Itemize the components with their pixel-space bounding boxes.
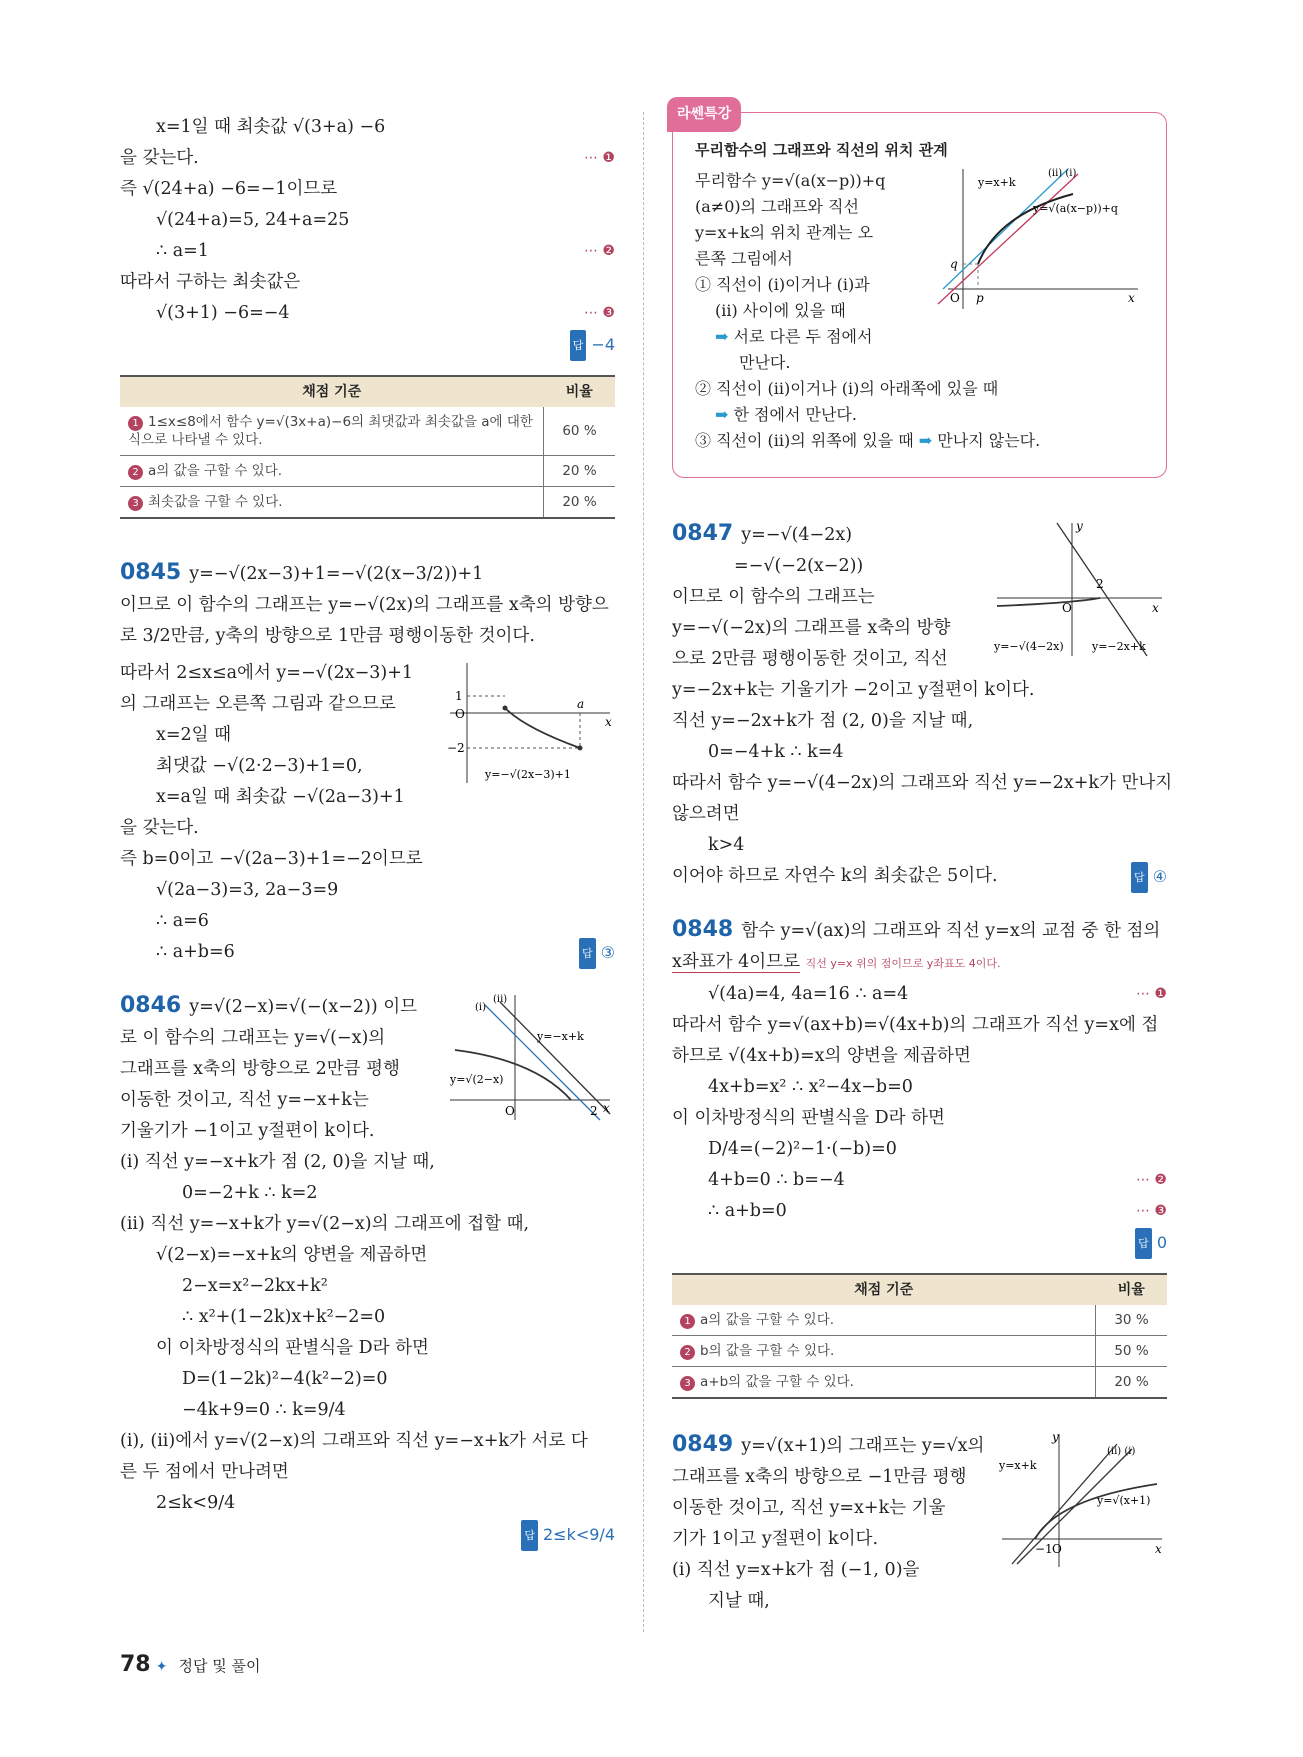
text-line: x=1일 때 최솟값 √(3+a) −6 (156, 117, 386, 137)
svg-text:p: p (976, 291, 984, 305)
text-line: =−√(−2(x−2)) (734, 556, 864, 576)
svg-text:y=√(x+1): y=√(x+1) (1097, 1494, 1151, 1507)
graph-0849 (997, 1429, 1167, 1569)
text-line: −4k+9=0 ∴ k=9/4 (182, 1400, 346, 1420)
right-column (672, 106, 1173, 1617)
svg-text:(i): (i) (475, 1002, 487, 1013)
answer-icon: 답 (1131, 862, 1148, 893)
text-line: ∴ a=6 (156, 911, 209, 931)
arrow-icon: ➡ (715, 405, 734, 424)
text-line: 이 이차방정식의 판별식을 D라 하면 (672, 1108, 945, 1128)
text-line: 따라서 2≤x≤a에서 y=−√(2x−3)+1 (120, 663, 414, 683)
svg-text:y=√(a(x−p))+q: y=√(a(x−p))+q (1033, 202, 1118, 215)
grading-table: 채점 기준 비율 1 1≤x≤8에서 함수 y=√(3x+a)−6의 최댓값과 최솟값을 a에 대한 식으로 나타낼 수 있다. 60 % 2 a의 값을 구할 수 있다. 20 % 3 최솟값을 구할 수 있다. 20 % (120, 375, 615, 519)
svg-text:−1: −1 (1035, 1542, 1053, 1556)
answer: 답 0 (672, 1227, 1167, 1259)
table-row: 1 1≤x≤8에서 함수 y=√(3x+a)−6의 최댓값과 최솟값을 a에 대한 식으로 나타낼 수 있다. 60 % (120, 407, 615, 456)
svg-text:y=−√(2x−3)+1: y=−√(2x−3)+1 (485, 768, 571, 781)
text-line: 2−x=x²−2kx+k² (182, 1276, 328, 1296)
table-row: 2 a의 값을 구할 수 있다. 20 % (120, 456, 615, 487)
page-footer (120, 1652, 261, 1677)
svg-text:q: q (950, 257, 958, 271)
graph-0845 (445, 658, 615, 788)
svg-text:y: y (1052, 1430, 1059, 1444)
text-line: ∴ x²+(1−2k)x+k²−2=0 (182, 1307, 386, 1327)
text-line: 로 이 함수의 그래프는 y=√(−x)의 (120, 1028, 386, 1048)
text-line: (ii) 사이에 있을 때 (715, 301, 846, 320)
lecture-graph (928, 164, 1148, 314)
svg-text:y=−x+k: y=−x+k (537, 1030, 584, 1043)
text-line: 따라서 함수 y=−√(4−2x)의 그래프와 직선 y=−2x+k가 만나지 (672, 773, 1173, 793)
text-line: √(2a−3)=3, 2a−3=9 (156, 880, 339, 900)
text-line: ② 직선이 (ii)이거나 (i)의 아래쪽에 있을 때 (695, 379, 999, 398)
table-row: 1 a의 값을 구할 수 있다. 30 % (672, 1305, 1167, 1336)
text-line: 이므로 이 함수의 그래프는 (672, 587, 875, 607)
svg-text:O: O (455, 707, 465, 721)
text-line: x=a일 때 최솟값 −√(2a−3)+1 (156, 787, 405, 807)
text-line: 0=−2+k ∴ k=2 (182, 1183, 318, 1203)
text-line: 따라서 구하는 최솟값은 (120, 272, 301, 292)
text-line: x좌표가 4이므로 (672, 952, 800, 972)
problem-0846-head: 0846 y=√(2−x)=√(−(x−2)) 이므 (120, 993, 418, 1018)
text-line: 따라서 함수 y=√(ax+b)=√(4x+b)의 그래프가 직선 y=x에 접 (672, 1015, 1159, 1035)
text-line: 이 이차방정식의 판별식을 D라 하면 (156, 1338, 429, 1358)
problem-0847-head: 0847 y=−√(4−2x) (672, 521, 853, 546)
text-line: 서로 다른 두 점에서 (733, 327, 873, 346)
table-row: 3 a+b의 값을 구할 수 있다. 20 % (672, 1367, 1167, 1399)
svg-text:(ii): (ii) (493, 994, 508, 1005)
answer-icon: 답 (521, 1520, 538, 1551)
text-line: 을 갖는다. (120, 818, 199, 838)
text-line: √(2−x)=−x+k의 양변을 제곱하면 (156, 1245, 428, 1265)
text-line: D=(1−2k)²−4(k²−2)=0 (182, 1369, 388, 1389)
svg-text:y=−2x+k: y=−2x+k (1092, 640, 1146, 653)
step-marker-2: ⋯ ❷ (583, 243, 615, 259)
footer-label: 정답 및 풀이 (178, 1657, 261, 1675)
svg-text:2: 2 (1096, 577, 1104, 591)
svg-text:O: O (1052, 1542, 1062, 1556)
text-line: 을 갖는다. (120, 148, 199, 168)
text-line: 직선 y=−2x+k가 점 (2, 0)을 지날 때, (672, 711, 974, 731)
text-line: 한 점에서 만난다. (733, 405, 857, 424)
table-row: 2 b의 값을 구할 수 있다. 50 % (672, 1336, 1167, 1367)
text-line: ③ 직선이 (ii)의 위쪽에 있을 때 (695, 431, 914, 450)
svg-text:O: O (1062, 601, 1072, 615)
answer-icon: 답 (570, 330, 587, 361)
text-line: 4+b=0 ∴ b=−4 (708, 1170, 845, 1190)
text-line: 이동한 것이고, 직선 y=x+k는 기울 (672, 1498, 946, 1518)
svg-text:x: x (1155, 1542, 1162, 1556)
svg-text:x: x (1152, 601, 1159, 615)
svg-text:x: x (1128, 291, 1135, 305)
text-line: y=−2x+k는 기울기가 −2이고 y절편이 k이다. (672, 680, 1035, 700)
answer: 답 ④ (1131, 861, 1167, 893)
text-line: (i) 직선 y=−x+k가 점 (2, 0)을 지날 때, (120, 1152, 435, 1172)
svg-text:−2: −2 (447, 741, 465, 755)
text-line: 하므로 √(4x+b)=x의 양변을 제곱하면 (672, 1046, 971, 1066)
text-line: 최댓값 −√(2·2−3)+1=0, (156, 756, 363, 776)
text-line: √(4a)=4, 4a=16 ∴ a=4 (708, 984, 909, 1004)
svg-text:(ii) (i): (ii) (i) (1107, 1446, 1136, 1457)
step-marker-3: ⋯ ❸ (583, 305, 615, 321)
svg-text:O: O (950, 291, 960, 305)
text-line: 이므로 이 함수의 그래프는 y=−√(2x)의 그래프를 x축의 방향으 (120, 595, 609, 615)
text-line: (i) 직선 y=x+k가 점 (−1, 0)을 (672, 1560, 920, 1580)
grading-table: 채점 기준 비율 1 a의 값을 구할 수 있다. 30 % 2 b의 값을 구할 수 있다. 50 % 3 a+b의 값을 구할 수 있다. 20 % (672, 1273, 1167, 1399)
step-marker-3: ⋯ ❸ (1135, 1203, 1167, 1219)
svg-text:x: x (605, 715, 612, 729)
text-line: 즉 b=0이고 −√(2a−3)+1=−2이므로 (120, 849, 423, 869)
arrow-icon: ➡ (715, 327, 734, 346)
answer: 답 −4 (120, 329, 615, 361)
text-line: 로 3/2만큼, y축의 방향으로 1만큼 평행이동한 것이다. (120, 626, 535, 646)
text-line: √(24+a)=5, 24+a=25 (156, 210, 350, 230)
step-marker-2: ⋯ ❷ (1135, 1172, 1167, 1188)
text-line: ① 직선이 (i)이거나 (i)과 (695, 275, 870, 294)
problem-0848-head: 0848 함수 y=√(ax)의 그래프와 직선 y=x의 교점 중 한 점의 (672, 917, 1161, 942)
text-line: ∴ a=1 (156, 241, 209, 261)
text-line: y=x+k의 위치 관계는 오 (695, 223, 874, 242)
svg-text:(ii) (i): (ii) (i) (1048, 168, 1077, 179)
text-line: 기울기가 −1이고 y절편이 k이다. (120, 1121, 375, 1141)
text-line: 른쪽 그림에서 (695, 249, 793, 268)
note: 직선 y=x 위의 점이므로 y좌표도 4이다. (805, 957, 1001, 970)
text-line: 의 그래프는 오른쪽 그림과 같으므로 (120, 694, 396, 714)
text-line: 른 두 점에서 만나려면 (120, 1462, 289, 1482)
text-line: 무리함수 y=√(a(x−p))+q (695, 171, 886, 190)
text-line: 지날 때, (708, 1591, 770, 1611)
page-number: 78 (120, 1652, 151, 1677)
text-line: 이어야 하므로 자연수 k의 최솟값은 5이다. (672, 866, 998, 886)
graph-0846 (445, 990, 615, 1125)
svg-text:1: 1 (455, 689, 463, 703)
text-line: (ii) 직선 y=−x+k가 y=√(2−x)의 그래프에 접할 때, (120, 1214, 530, 1234)
left-column (120, 112, 615, 1551)
svg-text:y=√(2−x): y=√(2−x) (450, 1073, 504, 1086)
answer-icon: 답 (579, 938, 596, 969)
text-line: (a≠0)의 그래프와 직선 (695, 197, 859, 216)
text-line: D/4=(−2)²−1·(−b)=0 (708, 1139, 897, 1159)
text-line: ∴ a+b=6 (156, 942, 235, 962)
text-line: 기가 1이고 y절편이 k이다. (672, 1529, 879, 1549)
svg-text:y=x+k: y=x+k (999, 1459, 1037, 1472)
text-line: 2≤k<9/4 (156, 1493, 236, 1513)
svg-text:a: a (577, 697, 585, 711)
table-row: 3 최솟값을 구할 수 있다. 20 % (120, 487, 615, 519)
svg-text:2: 2 (590, 1104, 598, 1118)
text-line: x=2일 때 (156, 725, 232, 745)
graph-0847 (992, 518, 1167, 658)
text-line: k>4 (708, 835, 745, 855)
text-line: 4x+b=x² ∴ x²−4x−b=0 (708, 1077, 913, 1097)
problem-0849-head: 0849 y=√(x+1)의 그래프는 y=√x의 (672, 1432, 985, 1457)
text-line: 만나지 않는다. (937, 431, 1041, 450)
answer: 답 2≤k<9/4 (120, 1519, 615, 1551)
text-line: 즉 √(24+a) −6=−1이므로 (120, 179, 338, 199)
arrow-icon: ➡ (913, 431, 938, 450)
lecture-title: 무리함수의 그래프와 직선의 위치 관계 (695, 141, 948, 159)
step-marker-1: ⋯ ❶ (583, 150, 615, 166)
text-line: 그래프를 x축의 방향으로 −1만큼 평행 (672, 1467, 967, 1487)
lecture-tag: 라쎈특강 (667, 97, 741, 132)
column-divider (643, 112, 644, 1632)
text-line: 그래프를 x축의 방향으로 2만큼 평행 (120, 1059, 400, 1079)
text-line: 0=−4+k ∴ k=4 (708, 742, 844, 762)
text-line: √(3+1) −6=−4 (156, 303, 290, 323)
svg-text:y=x+k: y=x+k (978, 176, 1016, 189)
svg-text:x: x (603, 1101, 610, 1115)
svg-text:O: O (505, 1104, 515, 1118)
answer-icon: 답 (1135, 1228, 1152, 1259)
lecture-box (672, 106, 1167, 478)
svg-text:y: y (1076, 519, 1083, 533)
problem-0845-head: 0845 y=−√(2x−3)+1=−√(2(x−3/2))+1 (120, 560, 484, 585)
svg-text:y=−√(4−2x): y=−√(4−2x) (994, 640, 1064, 653)
text-line: ∴ a+b=0 (708, 1201, 787, 1221)
step-marker-1: ⋯ ❶ (1135, 986, 1167, 1002)
plus-icon: ✦ (155, 1659, 168, 1675)
text-line: y=−√(−2x)의 그래프를 x축의 방향 (672, 618, 951, 638)
text-line: (i), (ii)에서 y=√(2−x)의 그래프와 직선 y=−x+k가 서로 다 (120, 1431, 588, 1451)
answer: 답 ③ (579, 937, 615, 969)
text-line: 않으려면 (672, 804, 740, 824)
text-line: 만난다. (739, 353, 791, 372)
text-line: 이동한 것이고, 직선 y=−x+k는 (120, 1090, 369, 1110)
text-line: 으로 2만큼 평행이동한 것이고, 직선 (672, 649, 948, 669)
